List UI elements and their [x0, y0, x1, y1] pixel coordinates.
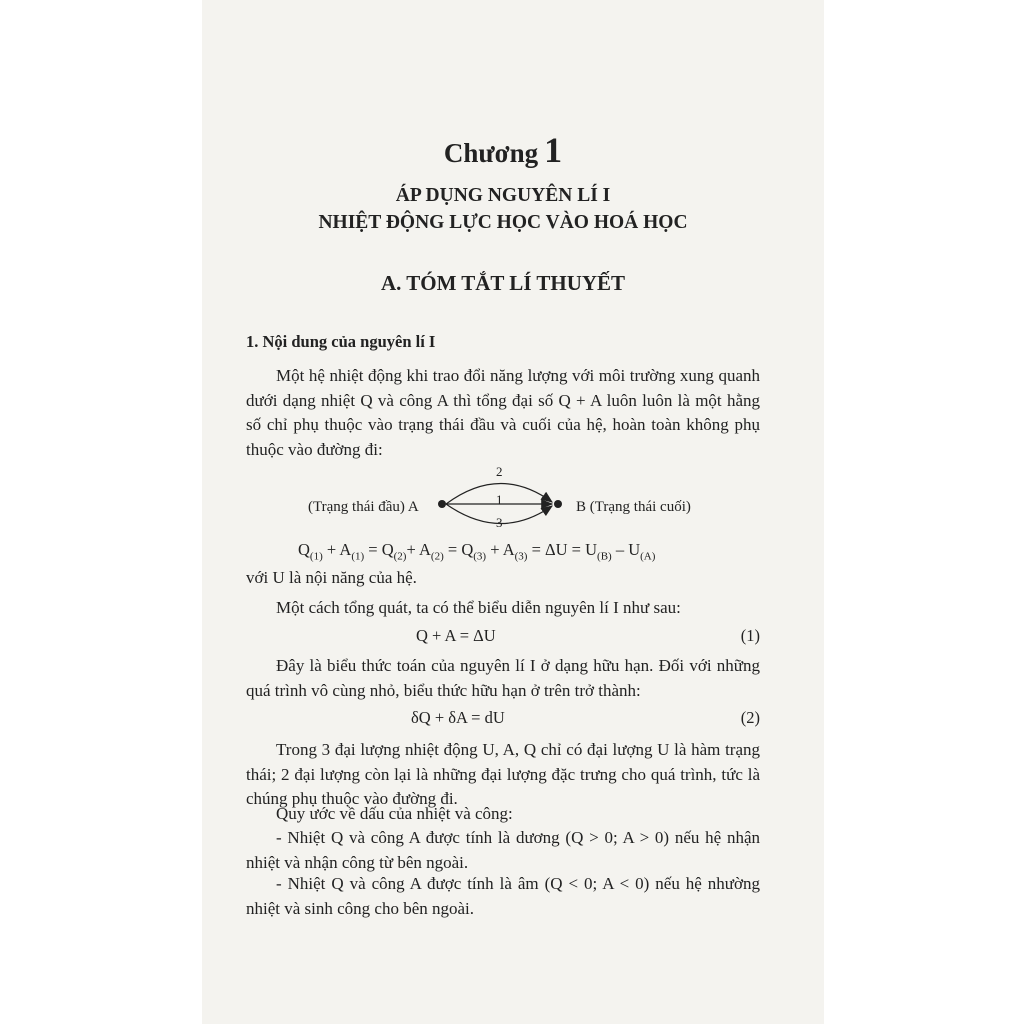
- equation-term-subscript: (2): [430, 550, 444, 563]
- path-diagram: [246, 458, 760, 530]
- equation-term-subscript: (3): [514, 550, 528, 563]
- chapter-number: 1: [544, 130, 563, 170]
- paragraph-negative-sign: - Nhiệt Q và công A được tính là âm (Q < 0; A < 0) nếu hệ nhường nhiệt và sinh công cho bên ngoài.: [246, 874, 760, 918]
- subsection-heading: 1. Nội dung của nguyên lí I: [246, 332, 436, 351]
- equation-term-subscript: (A): [640, 550, 656, 563]
- paragraph-positive-sign: - Nhiệt Q và công A được tính là dương (Q > 0; A > 0) nếu hệ nhận nhiệt và nhận công từ bên ngoài.: [246, 828, 760, 872]
- state-a-dot: [438, 500, 446, 508]
- equation-operator: +: [486, 540, 503, 559]
- equation-1-number: (1): [740, 626, 760, 645]
- equation-term-subscript: (1): [351, 550, 365, 563]
- path-label-3: 3: [496, 515, 503, 530]
- path-label-1: 1: [496, 492, 503, 507]
- paragraph-sign-convention: Quy ước về dấu của nhiệt và công:: [276, 804, 513, 823]
- state-b-dot: [554, 500, 562, 508]
- paragraph-first-law: Một hệ nhiệt động khi trao đổi năng lượng với môi trường xung quanh dưới dạng nhiệt Q và công A thì tổng đại số Q + A luôn luôn là một hằng số chỉ phụ thuộc vào trạng thái đầu và cuối của hệ, hoàn toàn không phụ thuộc vào đường đi:: [246, 366, 760, 459]
- equation-term: $U_{(A)}$: [628, 540, 656, 563]
- equation-term: $Q_{(2)}$: [381, 540, 407, 563]
- chapter-title-line-1: ÁP DỤNG NGUYÊN LÍ I: [395, 185, 611, 206]
- path-label-2: 2: [496, 464, 503, 479]
- paragraph-general-form: Một cách tổng quát, ta có thể biểu diễn nguyên lí I như sau:: [276, 598, 681, 617]
- path-independence-equation: [298, 538, 655, 569]
- equation-term: $A_{(1)}$: [339, 540, 365, 563]
- equation-term-subscript: (B): [597, 550, 612, 563]
- section-title: A. TÓM TẮT LÍ THUYẾT: [380, 271, 626, 295]
- chapter-title-line-2: NHIỆT ĐỘNG LỰC HỌC VÀO HOÁ HỌC: [318, 212, 688, 233]
- diagram-right-label: B (Trạng thái cuối): [576, 499, 691, 515]
- chapter-label: Chương: [443, 138, 539, 168]
- equation-operator: –: [611, 540, 629, 559]
- diagram-paths: [246, 458, 760, 530]
- equation-term-subscript: (3): [473, 550, 487, 563]
- paragraph-finite-form: Đây là biểu thức toán của nguyên lí I ở dạng hữu hạn. Đối với những quá trình vô cùng nhỏ, biểu thức hữu hạn ở trên trở thành:: [246, 656, 760, 700]
- equation-2-number: (2): [740, 708, 760, 727]
- paragraph-internal-energy: với U là nội năng của hệ.: [246, 568, 417, 587]
- equation-operator: =: [364, 540, 382, 559]
- equation-operator: +: [322, 540, 340, 559]
- equation-2-expression: δQ + δA = dU: [411, 708, 505, 727]
- equation-operator: =: [443, 540, 462, 559]
- equation-term-subscript: (1): [309, 550, 323, 563]
- equation-term: $Q_{(3)}$: [461, 540, 487, 563]
- equation-operator: = ΔU =: [527, 540, 586, 559]
- equation-term: $U_{(B)}$: [585, 540, 612, 563]
- equation-term: $A_{(3)}$: [502, 540, 528, 563]
- equation-term: $Q_{(1)}$: [298, 540, 323, 563]
- equation-1-expression: Q + A = ΔU: [416, 626, 496, 645]
- equation-term-subscript: (2): [393, 550, 407, 563]
- chapter-heading: [246, 130, 760, 170]
- equation-operator: +: [406, 540, 419, 559]
- diagram-left-label: (Trạng thái đầu) A: [308, 499, 419, 515]
- equation-term: $A_{(2)}$: [419, 540, 444, 563]
- paragraph-state-function: Trong 3 đại lượng nhiệt động U, A, Q chỉ có đại lượng U là hàm trạng thái; 2 đại lượng còn lại là những đại lượng đặc trưng cho quá trình, tức là chúng phụ thuộc vào đường đi.: [246, 740, 760, 808]
- book-page: [202, 0, 824, 1024]
